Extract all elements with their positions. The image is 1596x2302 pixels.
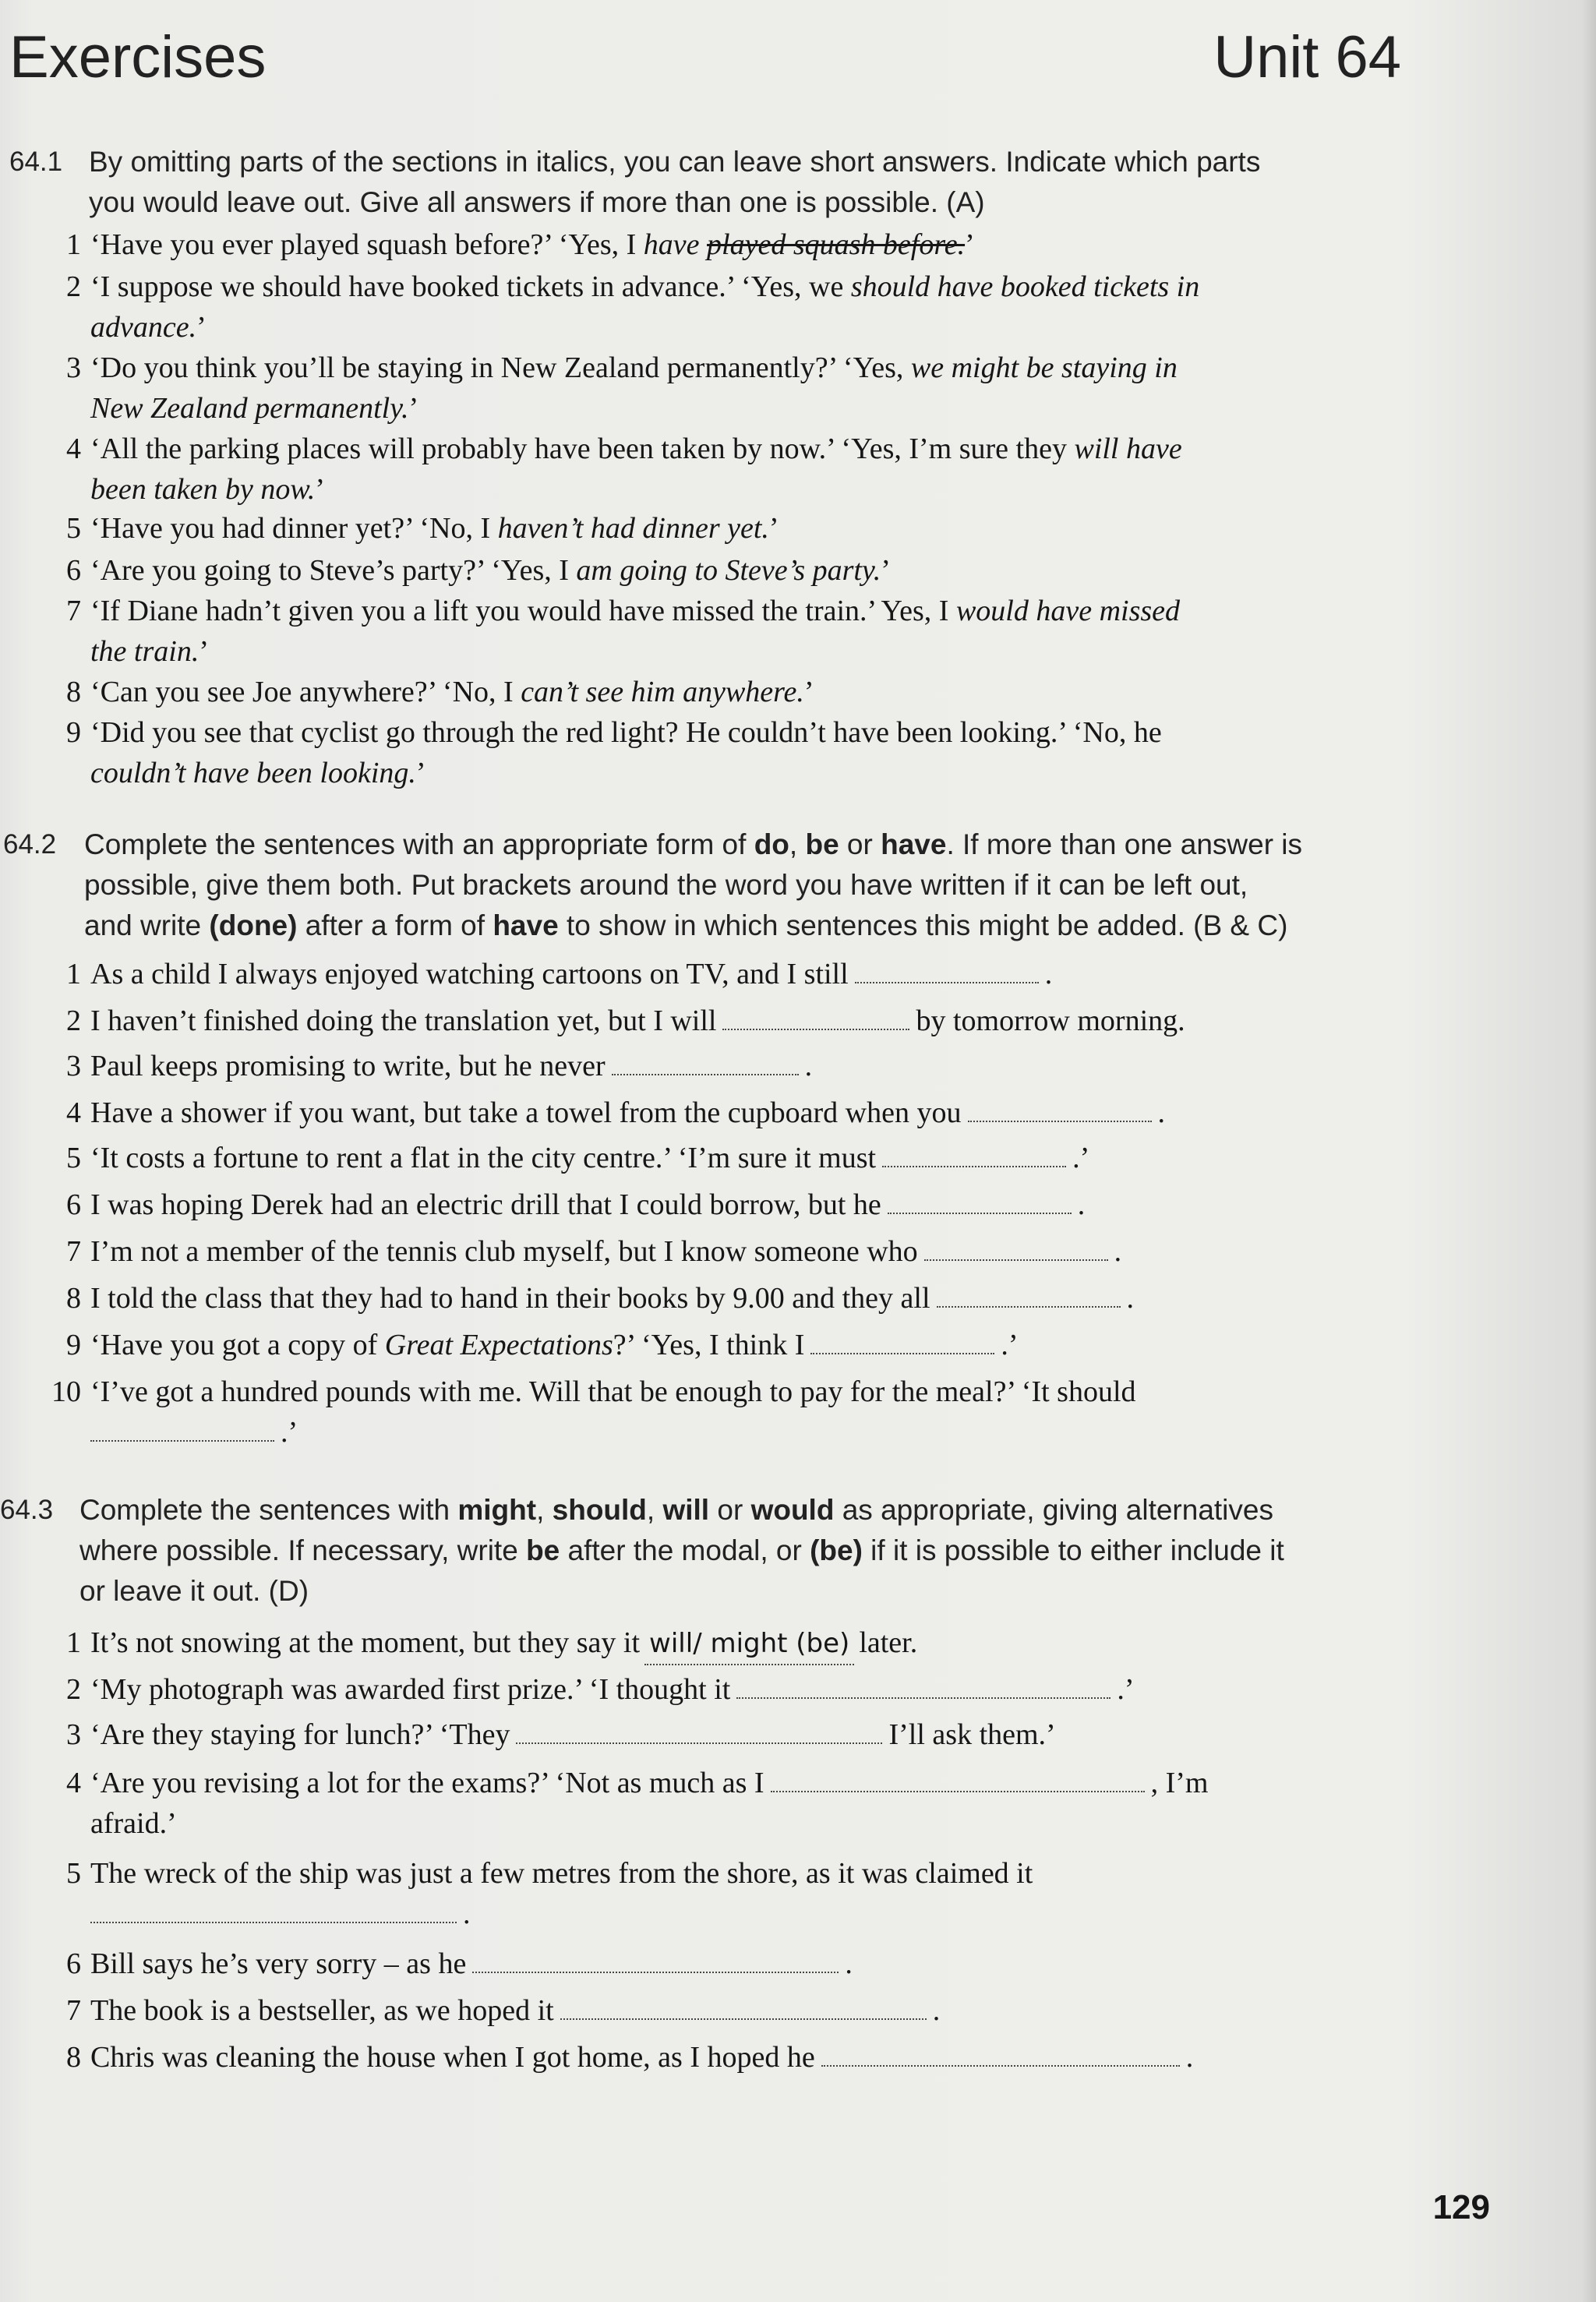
keyword: should bbox=[552, 1494, 647, 1526]
page-number: 129 bbox=[1432, 2188, 1490, 2226]
item-number: 3 bbox=[66, 1050, 81, 1082]
keyword: will bbox=[662, 1494, 710, 1526]
item-text: ‘Have you ever played squash before?’ ‘Yes, I have played squash before.’ bbox=[90, 228, 975, 261]
italic-answer: we might be staying in bbox=[910, 351, 1178, 384]
item-number: 8 bbox=[66, 1282, 81, 1315]
keyword: have bbox=[493, 909, 559, 941]
answer-blank[interactable] bbox=[855, 982, 1039, 983]
answer-blank[interactable] bbox=[937, 1306, 1121, 1308]
item-text: ‘Do you think you’ll be staying in New Zealand permanently?’ ‘Yes, we might be staying in New Zealand permanently.’ bbox=[90, 351, 1178, 425]
item-text: ‘Can you see Joe anywhere?’ ‘No, I can’t see him anywhere.’ bbox=[90, 676, 814, 708]
answer-blank[interactable] bbox=[888, 1213, 1072, 1214]
unit-label: Unit 64 bbox=[1213, 24, 1401, 90]
answer-blank[interactable] bbox=[90, 1440, 274, 1442]
item-number: 7 bbox=[66, 1994, 81, 2027]
answer-blank[interactable] bbox=[968, 1121, 1152, 1122]
exercise-number: 64.3 bbox=[0, 1495, 54, 1525]
italic-answer: New Zealand permanently. bbox=[90, 392, 409, 425]
instruction-line: or leave it out. (D) bbox=[79, 1575, 309, 1607]
item-text: ‘I suppose we should have booked tickets in advance.’ ‘Yes, we should have booked tickets in advance.’ bbox=[90, 270, 1200, 344]
answer-blank[interactable] bbox=[560, 2018, 927, 2020]
answer-blank[interactable] bbox=[90, 1922, 457, 1923]
answer-blank[interactable] bbox=[810, 1353, 994, 1354]
item-text: ‘Have you had dinner yet?’ ‘No, I haven’t had dinner yet.’ bbox=[90, 512, 779, 545]
item-number: 10 bbox=[51, 1375, 81, 1408]
item-text: ‘All the parking places will probably have been taken by now.’ ‘Yes, I’m sure they will have been taken by now.’ bbox=[90, 433, 1182, 506]
struck-out-answer: played squash before. bbox=[707, 228, 966, 261]
italic-answer: haven’t had dinner yet. bbox=[497, 512, 769, 545]
item-text: I told the class that they had to hand in their books by 9.00 and they all . bbox=[90, 1282, 1135, 1315]
item-text: Bill says he’s very sorry – as he . bbox=[90, 1947, 853, 1980]
italic-answer: couldn’t have been looking. bbox=[90, 757, 416, 789]
item-number: 9 bbox=[66, 1329, 81, 1361]
item-number: 6 bbox=[66, 554, 81, 587]
answer-blank[interactable] bbox=[882, 1166, 1066, 1167]
italic-answer: would have missed bbox=[955, 595, 1181, 627]
item-number: 8 bbox=[66, 2041, 81, 2074]
item-text: Chris was cleaning the house when I got home, as I hoped he . bbox=[90, 2041, 1194, 2074]
item-number: 9 bbox=[66, 716, 81, 749]
italic-answer: advance. bbox=[90, 311, 197, 344]
item-number: 5 bbox=[66, 1857, 81, 1890]
item-text: ‘My photograph was awarded first prize.’ ‘I thought it .’ bbox=[90, 1673, 1135, 1706]
item-text: As a child I always enjoyed watching cartoons on TV, and I still . bbox=[90, 958, 1053, 990]
item-text: I’m not a member of the tennis club myself, but I know someone who . bbox=[90, 1235, 1122, 1268]
keyword: do bbox=[754, 828, 789, 860]
item-text: It’s not snowing at the moment, but they say it will/ might (be) later. bbox=[90, 1622, 1431, 1665]
item-text: The book is a bestseller, as we hoped it . bbox=[90, 1994, 941, 2027]
item-text: ‘Did you see that cyclist go through the red light? He couldn’t have been looking.’ ‘No, he couldn’t have been looking.’ bbox=[90, 716, 1162, 789]
item-text: ‘Are they staying for lunch?’ ‘They I’ll ask them.’ bbox=[90, 1718, 1056, 1751]
instruction-line: Complete the sentences with might, should, will or would as appropriate, giving alternatives bbox=[79, 1494, 1273, 1526]
keyword: (done) bbox=[209, 909, 298, 941]
item-number: 4 bbox=[66, 433, 81, 465]
keyword: be bbox=[526, 1534, 560, 1566]
item-number: 7 bbox=[66, 1235, 81, 1268]
instruction-line: By omitting parts of the sections in italics, you can leave short answers. Indicate which parts bbox=[89, 146, 1261, 178]
item-text: I haven’t finished doing the translation yet, but I will by tomorrow morning. bbox=[90, 1004, 1185, 1037]
exercise-number: 64.1 bbox=[9, 147, 63, 177]
italic-answer: the train. bbox=[90, 635, 200, 668]
instruction-line: possible, give them both. Put brackets around the word you have written if it can be left out, bbox=[84, 869, 1248, 901]
answer-blank[interactable] bbox=[736, 1697, 1110, 1699]
italic-answer: have bbox=[643, 228, 708, 261]
answer-blank[interactable] bbox=[771, 1791, 1145, 1792]
item-text: ‘Have you got a copy of Great Expectations?’ ‘Yes, I think I .’ bbox=[90, 1329, 1019, 1361]
handwritten-answer[interactable]: will/ might (be) bbox=[644, 1623, 854, 1665]
item-text: ‘Are you going to Steve’s party?’ ‘Yes, I am going to Steve’s party.’ bbox=[90, 554, 891, 587]
instruction-line: Complete the sentences with an appropriate form of do, be or have. If more than one answer is bbox=[84, 828, 1303, 860]
answer-blank[interactable] bbox=[472, 1972, 839, 1973]
item-text: I was hoping Derek had an electric drill that I could borrow, but he . bbox=[90, 1188, 1086, 1221]
page-title: Exercises bbox=[9, 24, 267, 90]
exercise-number: 64.2 bbox=[3, 829, 57, 860]
answer-blank[interactable] bbox=[612, 1074, 799, 1075]
answer-blank[interactable] bbox=[924, 1259, 1108, 1261]
item-number: 5 bbox=[66, 1142, 81, 1174]
answer-blank[interactable] bbox=[722, 1029, 909, 1030]
item-text: ‘It costs a fortune to rent a flat in the city centre.’ ‘I’m sure it must .’ bbox=[90, 1142, 1090, 1174]
instruction-line: you would leave out. Give all answers if more than one is possible. (A) bbox=[89, 186, 985, 218]
item-number: 2 bbox=[66, 1673, 81, 1706]
keyword: might bbox=[457, 1494, 537, 1526]
item-number: 6 bbox=[66, 1947, 81, 1980]
italic-answer: been taken by now. bbox=[90, 473, 316, 506]
item-number: 8 bbox=[66, 676, 81, 708]
item-number: 4 bbox=[66, 1767, 81, 1799]
keyword: be bbox=[805, 828, 839, 860]
item-number: 7 bbox=[66, 595, 81, 627]
item-number: 1 bbox=[66, 958, 81, 990]
item-text: Have a shower if you want, but take a towel from the cupboard when you . bbox=[90, 1096, 1165, 1129]
item-text: ‘If Diane hadn’t given you a lift you would have missed the train.’ Yes, I would have missed the train.’ bbox=[90, 595, 1181, 668]
italic-answer: am going to Steve’s party. bbox=[576, 554, 881, 587]
italic-answer: should have booked tickets in bbox=[850, 270, 1200, 303]
item-number: 2 bbox=[66, 270, 81, 303]
item-text: ‘Are you revising a lot for the exams?’ ‘Not as much as I , I’m afraid.’ bbox=[90, 1767, 1209, 1840]
keyword: (be) bbox=[810, 1534, 863, 1566]
answer-blank[interactable] bbox=[516, 1742, 882, 1744]
item-text: ‘I’ve got a hundred pounds with me. Will that be enough to pay for the meal?’ ‘It should .’ bbox=[90, 1375, 1136, 1449]
item-number: 1 bbox=[66, 228, 81, 261]
item-number: 2 bbox=[66, 1004, 81, 1037]
keyword: would bbox=[750, 1494, 835, 1526]
item-number: 3 bbox=[66, 1718, 81, 1751]
item-number: 1 bbox=[66, 1626, 81, 1659]
item-number: 3 bbox=[66, 351, 81, 384]
italic-answer: will have bbox=[1074, 433, 1182, 465]
item-text: The wreck of the ship was just a few metres from the shore, as it was claimed it . bbox=[90, 1857, 1033, 1930]
italic-answer: can’t see him anywhere. bbox=[521, 676, 804, 708]
instruction-line: where possible. If necessary, write be after the modal, or (be) if it is possible to either include it bbox=[79, 1534, 1284, 1566]
item-number: 5 bbox=[66, 512, 81, 545]
item-number: 4 bbox=[66, 1096, 81, 1129]
book-title: Great Expectations bbox=[384, 1329, 613, 1361]
item-number: 6 bbox=[66, 1188, 81, 1221]
answer-blank[interactable] bbox=[821, 2065, 1180, 2067]
item-text: Paul keeps promising to write, but he never . bbox=[90, 1050, 813, 1082]
keyword: have bbox=[881, 828, 947, 860]
instruction-line: and write (done) after a form of have to show in which sentences this might be added. (B & C) bbox=[84, 909, 1288, 941]
